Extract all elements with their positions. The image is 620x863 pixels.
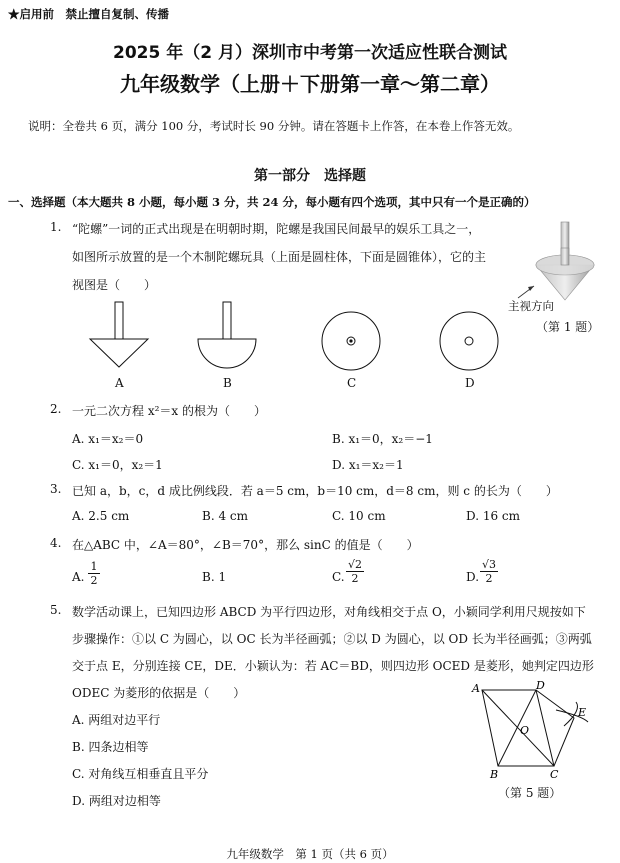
- option-b: B. 1: [202, 570, 227, 584]
- question-text: 步骤操作：①以 C 为圆心，以 OC 长为半径画弧；②以 D 为圆心，以 OD 长为半径画弧；③两弧: [72, 632, 592, 646]
- part-title: 第一部分 选择题: [254, 168, 366, 184]
- point-a-label: A: [472, 682, 480, 695]
- figure-caption: （第 5 题）: [498, 786, 562, 800]
- denominator: 2: [88, 573, 100, 587]
- question-number: 3.: [50, 482, 62, 496]
- point-d-label: D: [536, 679, 545, 692]
- page-footer: 九年级数学 第 1 页（共 6 页）: [226, 847, 394, 861]
- point-e-label: E: [578, 706, 587, 719]
- question-text: 数学活动课上，已知四边形 ABCD 为平行四边形，对角线相交于点 O，小颖同学利用尺规按如下: [72, 605, 586, 619]
- question-text: 如图所示放置的是一个木制陀螺玩具（上面是圆柱体，下面是圆锥体），它的主: [72, 250, 487, 264]
- denominator: 2: [346, 571, 364, 585]
- option-a: A. 2.5 cm: [72, 509, 130, 523]
- section-instruction: 一、选择题（本大题共 8 小题，每小题 3 分，共 24 分，每小题有四个选项，其中只有一个是正确的）: [8, 195, 536, 209]
- question-text: 一元二次方程 x²＝x 的根为（ ）: [72, 404, 266, 418]
- parallelogram-figure: [470, 680, 590, 780]
- option-b-figure: [196, 300, 258, 370]
- spinning-top-figure: [528, 220, 598, 310]
- option-c-label: C.: [332, 570, 345, 584]
- option-d-figure: [438, 310, 500, 372]
- numerator: √2: [347, 558, 362, 571]
- point-b-label: B: [490, 768, 499, 781]
- option-d: D. 两组对边相等: [72, 794, 161, 808]
- option-b: B. 四条边相等: [72, 740, 149, 754]
- option-a-label: A: [115, 376, 124, 390]
- confidential-notice: ★启用前 禁止擅自复制、传播: [8, 7, 169, 21]
- option-c-label: C: [347, 376, 357, 390]
- option-b: B. 4 cm: [202, 509, 248, 523]
- question-text: 交于点 E，分别连接 CE，DE．小颖认为：若 AC＝BD，则四边形 OCED 是菱形，她判定四边形: [72, 659, 594, 673]
- numerator: √3: [481, 558, 496, 571]
- view-direction-label: 主视方向: [508, 299, 554, 313]
- numerator: 1: [90, 560, 98, 573]
- denominator: 2: [480, 571, 498, 585]
- option-a: A. 两组对边平行: [72, 713, 161, 727]
- question-text: 已知 a，b，c，d 成比例线段．若 a＝5 cm，b＝10 cm，d＝8 cm，则 c 的长为（ ）: [72, 484, 558, 498]
- option-d: D. x₁＝x₂＝1: [332, 458, 404, 472]
- question-number: 5.: [50, 603, 62, 617]
- point-o-label: O: [520, 724, 530, 737]
- option-d-fraction: [480, 558, 498, 585]
- question-number: 2.: [50, 402, 62, 416]
- question-text: 在△ABC 中，∠A＝80°，∠B＝70°，那么 sinC 的值是（ ）: [72, 538, 419, 552]
- option-d: D. 16 cm: [466, 509, 521, 523]
- option-a-fraction: [88, 560, 100, 587]
- option-c-figure: [320, 310, 382, 372]
- question-text: ODEC 为菱形的依据是（ ）: [72, 686, 246, 700]
- option-b: B. x₁＝0，x₂＝−1: [332, 432, 433, 446]
- option-a-figure: [88, 300, 150, 370]
- option-c: C. 对角线互相垂直且平分: [72, 767, 209, 781]
- option-a: A. x₁＝x₂＝0: [72, 432, 144, 446]
- exam-title: 2025 年（2 月）深圳市中考第一次适应性联合测试: [113, 43, 507, 63]
- question-number: 4.: [50, 536, 62, 550]
- option-c: C. x₁＝0，x₂＝1: [72, 458, 163, 472]
- option-b-label: B: [223, 376, 232, 390]
- exam-subtitle: 九年级数学（上册＋下册第一章～第二章）: [120, 72, 500, 96]
- question-text: “陀螺”一词的正式出现是在明朝时期，陀螺是我国民间最早的娱乐工具之一，: [72, 222, 481, 236]
- question-number: 1.: [50, 220, 62, 234]
- option-a-label: A.: [72, 570, 85, 584]
- option-d-label: D.: [466, 570, 480, 584]
- point-c-label: C: [550, 768, 559, 781]
- question-text: 视图是（ ）: [72, 278, 157, 292]
- option-d-label: D: [465, 376, 475, 390]
- figure-caption: （第 1 题）: [536, 320, 600, 334]
- exam-instructions: 说明：全卷共 6 页，满分 100 分，考试时长 90 分钟。请在答题卡上作答，在本卷上作答无效。: [28, 119, 520, 133]
- option-c: C. 10 cm: [332, 509, 386, 523]
- option-c-fraction: [346, 558, 364, 585]
